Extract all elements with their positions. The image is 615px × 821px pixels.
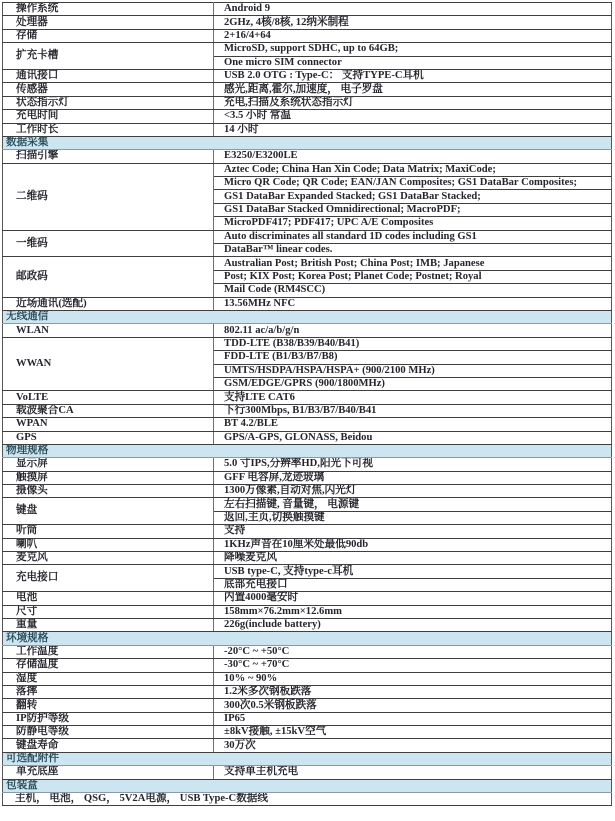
section-row bbox=[3, 444, 612, 457]
row-value: 1300万像素,自动对焦,闪光灯 bbox=[214, 485, 612, 498]
row-value: Aztec Code; China Han Xin Code; Data Matrix; MaxiCode; bbox=[214, 163, 612, 176]
spec-row bbox=[3, 110, 612, 123]
row-value: FDD-LTE (B1/B3/B7/B8) bbox=[214, 351, 612, 364]
row-label: 喇叭 bbox=[3, 538, 214, 551]
row-label: WLAN bbox=[3, 324, 214, 337]
spec-row bbox=[3, 739, 612, 752]
row-value: 1KHz声音在10厘米处最低90db bbox=[214, 538, 612, 551]
row-value: 支持LTE CAT6 bbox=[214, 391, 612, 404]
spec-row bbox=[3, 618, 612, 631]
row-value: 感光,距离,霍尔,加速度， 电子罗盘 bbox=[214, 83, 612, 96]
spec-row bbox=[3, 163, 612, 176]
row-value: 13.56MHz NFC bbox=[214, 297, 612, 310]
row-value: 2+16/4+64 bbox=[214, 29, 612, 42]
spec-row bbox=[3, 257, 612, 270]
row-label: 翻转 bbox=[3, 699, 214, 712]
section-header: 数据采集 bbox=[3, 136, 612, 149]
row-value: Mail Code (RM4SCC) bbox=[214, 284, 612, 297]
section-header: 无线通信 bbox=[3, 310, 612, 323]
row-value: 1.2米多次钢板跌落 bbox=[214, 685, 612, 698]
spec-row bbox=[3, 337, 612, 350]
row-label: 处理器 bbox=[3, 16, 214, 29]
section-row bbox=[3, 136, 612, 149]
row-label: 扩充卡槽 bbox=[3, 43, 214, 70]
spec-row bbox=[3, 471, 612, 484]
spec-row bbox=[3, 485, 612, 498]
row-label: 邮政码 bbox=[3, 257, 214, 297]
row-value: ±8kV接触, ±15kV空气 bbox=[214, 726, 612, 739]
spec-row bbox=[3, 699, 612, 712]
spec-row bbox=[3, 3, 612, 16]
spec-row bbox=[3, 29, 612, 42]
row-label: 防静电等级 bbox=[3, 726, 214, 739]
row-value: 降噪麦克风 bbox=[214, 552, 612, 565]
spec-row bbox=[3, 69, 612, 82]
row-label: 载波聚合CA bbox=[3, 404, 214, 417]
spec-row bbox=[3, 83, 612, 96]
row-label: 尺寸 bbox=[3, 605, 214, 618]
row-label: 充电时间 bbox=[3, 110, 214, 123]
spec-row bbox=[3, 659, 612, 672]
row-label: 扫描引擎 bbox=[3, 150, 214, 163]
spec-row bbox=[3, 297, 612, 310]
row-label: 键盘寿命 bbox=[3, 739, 214, 752]
row-label: IP防护等级 bbox=[3, 712, 214, 725]
row-value: MicroPDF417; PDF417; UPC A/E Composites bbox=[214, 217, 612, 230]
row-label: 湿度 bbox=[3, 672, 214, 685]
row-value: MicroSD, support SDHC, up to 64GB; bbox=[214, 43, 612, 56]
row-value: GFF 电容屏,龙迹玻璃 bbox=[214, 471, 612, 484]
row-value: <3.5 小时 常温 bbox=[214, 110, 612, 123]
row-label: 工作时长 bbox=[3, 123, 214, 136]
spec-row bbox=[3, 605, 612, 618]
row-label: 传感器 bbox=[3, 83, 214, 96]
row-value: GS1 DataBar Stacked Omnidirectional; MacroPDF; bbox=[214, 203, 612, 216]
row-value: 左右扫描键, 音量键， 电源键 bbox=[214, 498, 612, 511]
row-label: 键盘 bbox=[3, 498, 214, 525]
row-value: 底部充电接口 bbox=[214, 578, 612, 591]
row-value: 5.0 寸IPS,分辨率HD,阳光下可视 bbox=[214, 458, 612, 471]
row-label: 落摔 bbox=[3, 685, 214, 698]
row-label: GPS bbox=[3, 431, 214, 444]
section-header: 包装盒 bbox=[3, 779, 612, 792]
row-value: Australian Post; British Post; China Post; IMB; Japanese bbox=[214, 257, 612, 270]
row-value: 30万次 bbox=[214, 739, 612, 752]
section-row bbox=[3, 310, 612, 323]
row-label: 电池 bbox=[3, 592, 214, 605]
spec-row bbox=[3, 592, 612, 605]
row-value: GSM/EDGE/GPRS (900/1800MHz) bbox=[214, 377, 612, 390]
row-value: 300次0.5米钢板跌落 bbox=[214, 699, 612, 712]
spec-row bbox=[3, 712, 612, 725]
row-label: WPAN bbox=[3, 418, 214, 431]
spec-row bbox=[3, 150, 612, 163]
row-label: 单充底座 bbox=[3, 766, 214, 779]
spec-row bbox=[3, 404, 612, 417]
row-value: 10% ~ 90% bbox=[214, 672, 612, 685]
row-value: 158mm×76.2mm×12.6mm bbox=[214, 605, 612, 618]
row-label: 显示屏 bbox=[3, 458, 214, 471]
row-value: Post; KIX Post; Korea Post; Planet Code; Postnet; Royal bbox=[214, 270, 612, 283]
section-row bbox=[3, 752, 612, 765]
spec-table bbox=[2, 2, 612, 806]
row-value: E3250/E3200LE bbox=[214, 150, 612, 163]
section-row bbox=[3, 632, 612, 645]
row-value: USB type-C, 支持type-c耳机 bbox=[214, 565, 612, 578]
spec-row bbox=[3, 431, 612, 444]
spec-row bbox=[3, 123, 612, 136]
spec-row bbox=[3, 766, 612, 779]
row-value: GS1 DataBar Expanded Stacked; GS1 DataBar Stacked; bbox=[214, 190, 612, 203]
row-label: 通讯接口 bbox=[3, 69, 214, 82]
spec-row bbox=[3, 498, 612, 511]
spec-row bbox=[3, 793, 612, 806]
row-value: 主机， 电池， QSG， 5V2A电源， USB Type-C数据线 bbox=[3, 793, 612, 806]
spec-row bbox=[3, 565, 612, 578]
row-value: Auto discriminates all standard 1D codes including GS1 bbox=[214, 230, 612, 243]
row-value: DataBar™ linear codes. bbox=[214, 244, 612, 257]
row-value: 下行300Mbps, B1/B3/B7/B40/B41 bbox=[214, 404, 612, 417]
spec-row bbox=[3, 16, 612, 29]
spec-row bbox=[3, 43, 612, 56]
row-value: Android 9 bbox=[214, 3, 612, 16]
spec-row bbox=[3, 418, 612, 431]
spec-row bbox=[3, 538, 612, 551]
row-label: 触摸屏 bbox=[3, 471, 214, 484]
spec-row bbox=[3, 645, 612, 658]
section-header: 环境规格 bbox=[3, 632, 612, 645]
row-label: 一维码 bbox=[3, 230, 214, 257]
spec-row bbox=[3, 324, 612, 337]
row-value: 2GHz, 4核/8核, 12纳米制程 bbox=[214, 16, 612, 29]
row-value: TDD-LTE (B38/B39/B40/B41) bbox=[214, 337, 612, 350]
spec-row bbox=[3, 685, 612, 698]
row-value: 充电,扫描及系统状态指示灯 bbox=[214, 96, 612, 109]
row-value: 802.11 ac/a/b/g/n bbox=[214, 324, 612, 337]
spec-row bbox=[3, 458, 612, 471]
row-label: 重量 bbox=[3, 618, 214, 631]
spec-row bbox=[3, 391, 612, 404]
row-label: 二维码 bbox=[3, 163, 214, 230]
row-label: 充电接口 bbox=[3, 565, 214, 592]
row-label: 麦克风 bbox=[3, 552, 214, 565]
row-value: IP65 bbox=[214, 712, 612, 725]
section-row bbox=[3, 779, 612, 792]
section-header: 可选配附件 bbox=[3, 752, 612, 765]
spec-row bbox=[3, 672, 612, 685]
row-label: 工作温度 bbox=[3, 645, 214, 658]
row-value: One micro SIM connector bbox=[214, 56, 612, 69]
row-value: -20°C ~ +50°C bbox=[214, 645, 612, 658]
row-value: 支持 bbox=[214, 525, 612, 538]
spec-row bbox=[3, 230, 612, 243]
row-value: -30°C ~ +70°C bbox=[214, 659, 612, 672]
spec-row bbox=[3, 726, 612, 739]
row-value: 14 小时 bbox=[214, 123, 612, 136]
spec-row bbox=[3, 552, 612, 565]
row-value: Micro QR Code; QR Code; EAN/JAN Composites; GS1 DataBar Composites; bbox=[214, 177, 612, 190]
spec-row bbox=[3, 525, 612, 538]
row-label: 近场通讯(选配) bbox=[3, 297, 214, 310]
row-value: 226g(include battery) bbox=[214, 618, 612, 631]
row-value: GPS/A-GPS, GLONASS, Beidou bbox=[214, 431, 612, 444]
row-label: 存储温度 bbox=[3, 659, 214, 672]
row-label: WWAN bbox=[3, 337, 214, 391]
row-label: 状态指示灯 bbox=[3, 96, 214, 109]
row-value: UMTS/HSDPA/HSPA/HSPA+ (900/2100 MHz) bbox=[214, 364, 612, 377]
row-value: 返回,主页,切换触摸键 bbox=[214, 511, 612, 524]
row-label: VoLTE bbox=[3, 391, 214, 404]
row-value: 支持单主机充电 bbox=[214, 766, 612, 779]
row-label: 听筒 bbox=[3, 525, 214, 538]
row-value: BT 4.2/BLE bbox=[214, 418, 612, 431]
row-value: 内置4000毫安时 bbox=[214, 592, 612, 605]
section-header: 物理规格 bbox=[3, 444, 612, 457]
row-label: 存储 bbox=[3, 29, 214, 42]
row-label: 操作系统 bbox=[3, 3, 214, 16]
spec-row bbox=[3, 96, 612, 109]
row-value: USB 2.0 OTG : Type-C： 支持TYPE-C耳机 bbox=[214, 69, 612, 82]
spec-table-body bbox=[3, 3, 612, 806]
row-label: 摄像头 bbox=[3, 485, 214, 498]
